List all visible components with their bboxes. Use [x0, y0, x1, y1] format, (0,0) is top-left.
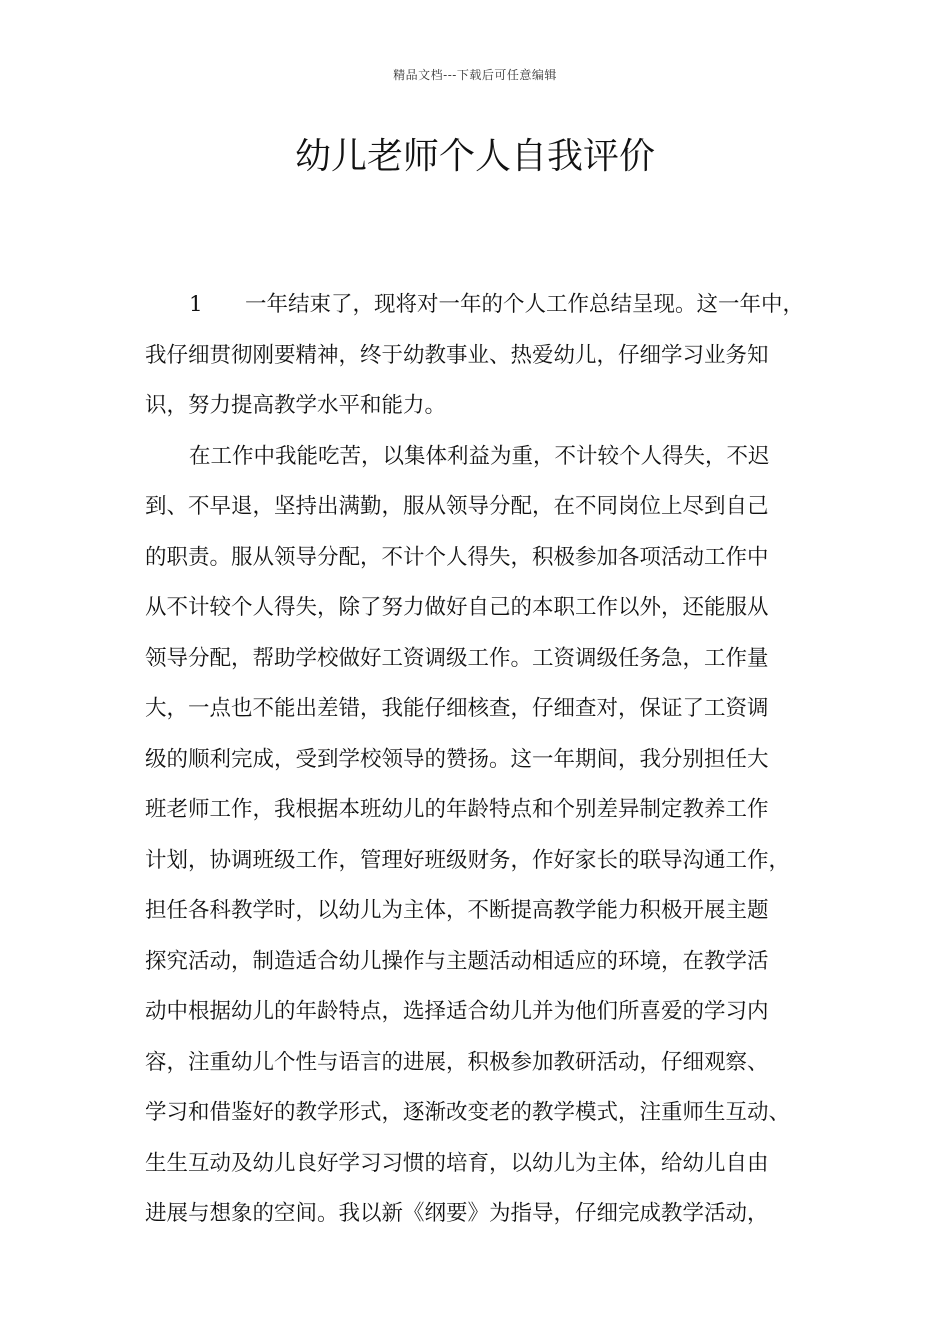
paragraph-line: 动中根据幼儿的年龄特点，选择适合幼儿并为他们所喜爱的学习内 [145, 999, 769, 1024]
paragraph-line [145, 280, 825, 331]
paragraph-line: 级的顺利完成，受到学校领导的赞扬。这一年期间，我分别担任大 [145, 746, 769, 772]
paragraph-1 [145, 280, 825, 432]
paragraph-line: 在工作中我能吃苦，以集体利益为重，不计较个人得失，不迟 [189, 443, 770, 469]
paragraph-line: 进展与想象的空间。我以新《纲要》为指导，仔细完成教学活动， [145, 1201, 769, 1226]
paragraph-line: 生生互动及幼儿良好学习习惯的培育，以幼儿为主体，给幼儿自由 [145, 1150, 769, 1176]
paragraph-line: 识，努力提高教学水平和能力。 [145, 393, 447, 418]
paragraph-line: 容，注重幼儿个性与语言的进展，积极参加教研活动，仔细观察、 [145, 1049, 769, 1075]
paragraph-line: 到、不早退，坚持出满勤，服从领导分配，在不同岗位上尽到自己 [145, 494, 769, 519]
paragraph-line: 学习和借鉴好的教学形式，逐渐改变老的教学模式，注重师生互动、 [145, 1100, 791, 1125]
paragraph-line: 领导分配，帮助学校做好工资调级工作。工资调级任务急，工作量 [145, 645, 769, 671]
paragraph-line: 的职责。服从领导分配，不计个人得失，积极参加各项活动工作中 [145, 544, 769, 570]
paragraph-2 [145, 432, 825, 1240]
paragraph-line: 担任各科教学时，以幼儿为主体，不断提高教学能力积极开展主题 [145, 898, 769, 923]
page-title: 幼儿老师个人自我评价 [294, 136, 655, 177]
document-body [145, 280, 825, 1240]
paragraph-line: 我仔细贯彻刚要精神，终于幼教事业、热爱幼儿，仔细学习业务知 [145, 342, 769, 368]
header-note: 精品文档---下载后可任意编辑 [393, 68, 557, 82]
paragraph-line: 探究活动，制造适合幼儿操作与主题活动相适应的环境，在教学活 [145, 948, 769, 974]
paragraph-line: 班老师工作，我根据本班幼儿的年龄特点和个别差异制定教养工作 [145, 797, 769, 822]
paragraph-line: 大，一点也不能出差错，我能仔细核查，仔细查对，保证了工资调 [145, 696, 769, 721]
paragraph-line: 从不计较个人得失，除了努力做好自己的本职工作以外，还能服从 [145, 595, 769, 620]
paragraph-line: 计划，协调班级工作，管理好班级财务，作好家长的联导沟通工作， [145, 847, 791, 873]
paragraph-number: 1 [189, 292, 203, 317]
paragraph-line-text: 一年结束了，现将对一年的个人工作总结呈现。这一年中， [245, 292, 805, 317]
